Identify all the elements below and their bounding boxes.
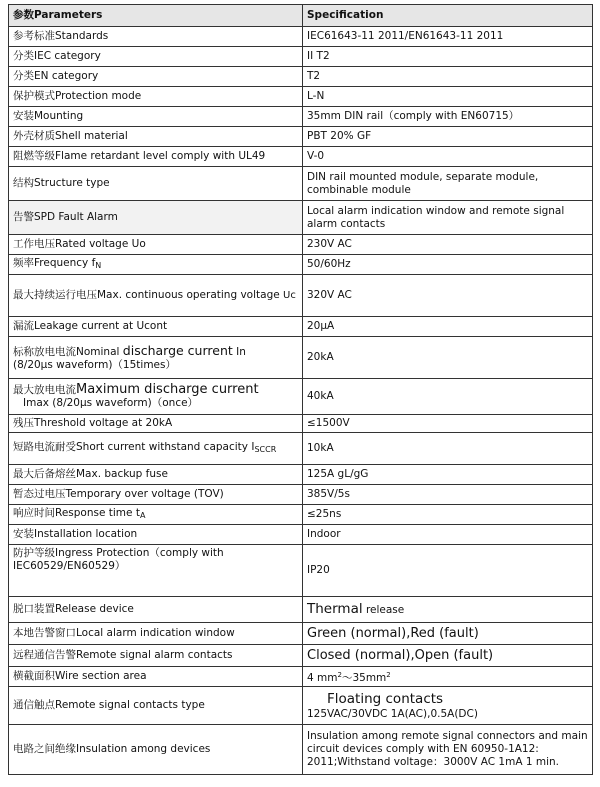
spec-cell: L-N — [303, 87, 593, 107]
param-cell: 通信触点Remote signal contacts type — [9, 687, 303, 725]
table-row — [9, 597, 593, 623]
header-specification: Specification — [303, 5, 593, 27]
param-text: Imax (8/20μs waveform)（once） — [23, 397, 199, 409]
param-cell: 告警SPD Fault Alarm — [9, 201, 303, 235]
spec-cell — [303, 687, 593, 725]
param-cell: 分类IEC category — [9, 47, 303, 67]
spec-cell: ≤25ns — [303, 505, 593, 525]
param-cell: 最大后备熔丝Max. backup fuse — [9, 465, 303, 485]
param-cell — [9, 275, 303, 317]
param-cell: 电路之间绝缘Insulation among devices — [9, 725, 303, 775]
specification-table — [8, 4, 593, 775]
spec-cell: 320V AC — [303, 275, 593, 317]
param-cell: 分类EN category — [9, 67, 303, 87]
table-row — [9, 379, 593, 415]
spec-cell: PBT 20% GF — [303, 127, 593, 147]
table-row — [9, 147, 593, 167]
spec-cell: 35mm DIN rail（comply with EN60715） — [303, 107, 593, 127]
spec-text: 4 mm — [307, 671, 338, 684]
spec-cell: II T2 — [303, 47, 593, 67]
param-text: In — [232, 345, 246, 358]
spec-cell: Closed (normal),Open (fault) — [303, 645, 593, 667]
param-cell — [9, 505, 303, 525]
spec-cell: Indoor — [303, 525, 593, 545]
table-row — [9, 235, 593, 255]
param-cell — [9, 255, 303, 275]
param-cell: 安装Installation location — [9, 525, 303, 545]
spec-cell: 20kA — [303, 337, 593, 379]
table-row — [9, 623, 593, 645]
table-row — [9, 465, 593, 485]
table-row — [9, 433, 593, 465]
spec-cell: V-0 — [303, 147, 593, 167]
spec-cell: 50/60Hz — [303, 255, 593, 275]
param-text: 频率Frequency f — [13, 257, 96, 269]
param-text: 短路电流耐受Short current withstand capacity I — [13, 441, 255, 453]
param-cell — [9, 337, 303, 379]
param-subscript: A — [139, 511, 146, 520]
spec-cell: Green (normal),Red (fault) — [303, 623, 593, 645]
param-text-large: discharge current — [122, 342, 233, 358]
param-cell: 结构Structure type — [9, 167, 303, 201]
param-cell: 工作电压Rated voltage Uo — [9, 235, 303, 255]
spec-cell: ≤1500V — [303, 415, 593, 433]
param-cell: 残压Threshold voltage at 20kA — [9, 415, 303, 433]
param-cell: 漏流Leakage current at Ucont — [9, 317, 303, 337]
table-row — [9, 87, 593, 107]
param-cell: 横截面积Wire section area — [9, 667, 303, 687]
table-row — [9, 545, 593, 597]
param-cell: 暂态过电压Temporary over voltage (TOV) — [9, 485, 303, 505]
param-cell: 安装Mounting — [9, 107, 303, 127]
param-text: 标称放电电流Nominal — [13, 345, 123, 358]
param-cell — [9, 379, 303, 415]
table-header-row — [9, 5, 593, 27]
table-row — [9, 201, 593, 235]
spec-cell: DIN rail mounted module, separate module, combinable module — [303, 167, 593, 201]
spec-text-large: Thermal — [307, 600, 363, 617]
param-text: 响应时间Response time t — [13, 507, 140, 519]
spec-cell — [303, 667, 593, 687]
spec-superscript: 2 — [337, 670, 342, 679]
spec-cell: 230V AC — [303, 235, 593, 255]
table-row — [9, 337, 593, 379]
table-row — [9, 317, 593, 337]
spec-text: 125VAC/30VDC 1A(AC),0.5A(DC) — [307, 707, 478, 720]
table-row — [9, 127, 593, 147]
spec-cell: Insulation among remote signal connectors and main circuit devices comply with EN 60950-1A12: 2011;Withstand voltage：3000V AC 1mA 1 min. — [303, 725, 593, 775]
table-row — [9, 275, 593, 317]
spec-cell: 385V/5s — [303, 485, 593, 505]
param-text: 最大持续运行电压Max. continuous operating voltage — [13, 289, 284, 301]
table-row — [9, 725, 593, 775]
table-row — [9, 485, 593, 505]
param-cell — [9, 433, 303, 465]
table-row — [9, 255, 593, 275]
table-row — [9, 505, 593, 525]
param-cell: 参考标准Standards — [9, 27, 303, 47]
param-cell: 本地告警窗口Local alarm indication window — [9, 623, 303, 645]
table-row — [9, 167, 593, 201]
spec-text: ～35mm — [341, 671, 387, 684]
param-cell: 外壳材质Shell material — [9, 127, 303, 147]
table-row — [9, 687, 593, 725]
spec-cell: 40kA — [303, 379, 593, 415]
header-parameters: 参数Parameters — [9, 5, 303, 27]
param-subscript: SCCR — [254, 445, 277, 454]
table-row — [9, 415, 593, 433]
param-cell: 保护模式Protection mode — [9, 87, 303, 107]
table-row — [9, 645, 593, 667]
spec-cell: 20μA — [303, 317, 593, 337]
param-subscript: N — [95, 261, 102, 270]
param-cell: 脱口装置Release device — [9, 597, 303, 623]
param-cell: 远程通信告警Remote signal alarm contacts — [9, 645, 303, 667]
param-cell: 防护等级Ingress Protection（comply with IEC60529/EN60529） — [9, 545, 303, 597]
spec-cell: Local alarm indication window and remote signal alarm contacts — [303, 201, 593, 235]
param-cell: 阻燃等级Flame retardant level comply with UL49 — [9, 147, 303, 167]
spec-text: release — [362, 603, 405, 616]
param-text: 最大放电电流 — [13, 384, 76, 396]
spec-cell: T2 — [303, 67, 593, 87]
table-row — [9, 107, 593, 127]
spec-superscript: 2 — [386, 670, 391, 679]
spec-cell: IEC61643-11 2011/EN61643-11 2011 — [303, 27, 593, 47]
table-row — [9, 47, 593, 67]
spec-cell: 10kA — [303, 433, 593, 465]
table-row — [9, 667, 593, 687]
param-text-large: Maximum discharge current — [76, 382, 259, 397]
table-row — [9, 525, 593, 545]
table-row — [9, 67, 593, 87]
table-row — [9, 27, 593, 47]
param-text: (8/20μs waveform)（15times） — [13, 358, 176, 371]
spec-cell: IP20 — [303, 545, 593, 597]
spec-cell — [303, 597, 593, 623]
spec-cell: 125A gL/gG — [303, 465, 593, 485]
spec-text-large: Floating contacts — [327, 690, 444, 707]
param-subscript: Uc — [283, 290, 296, 301]
